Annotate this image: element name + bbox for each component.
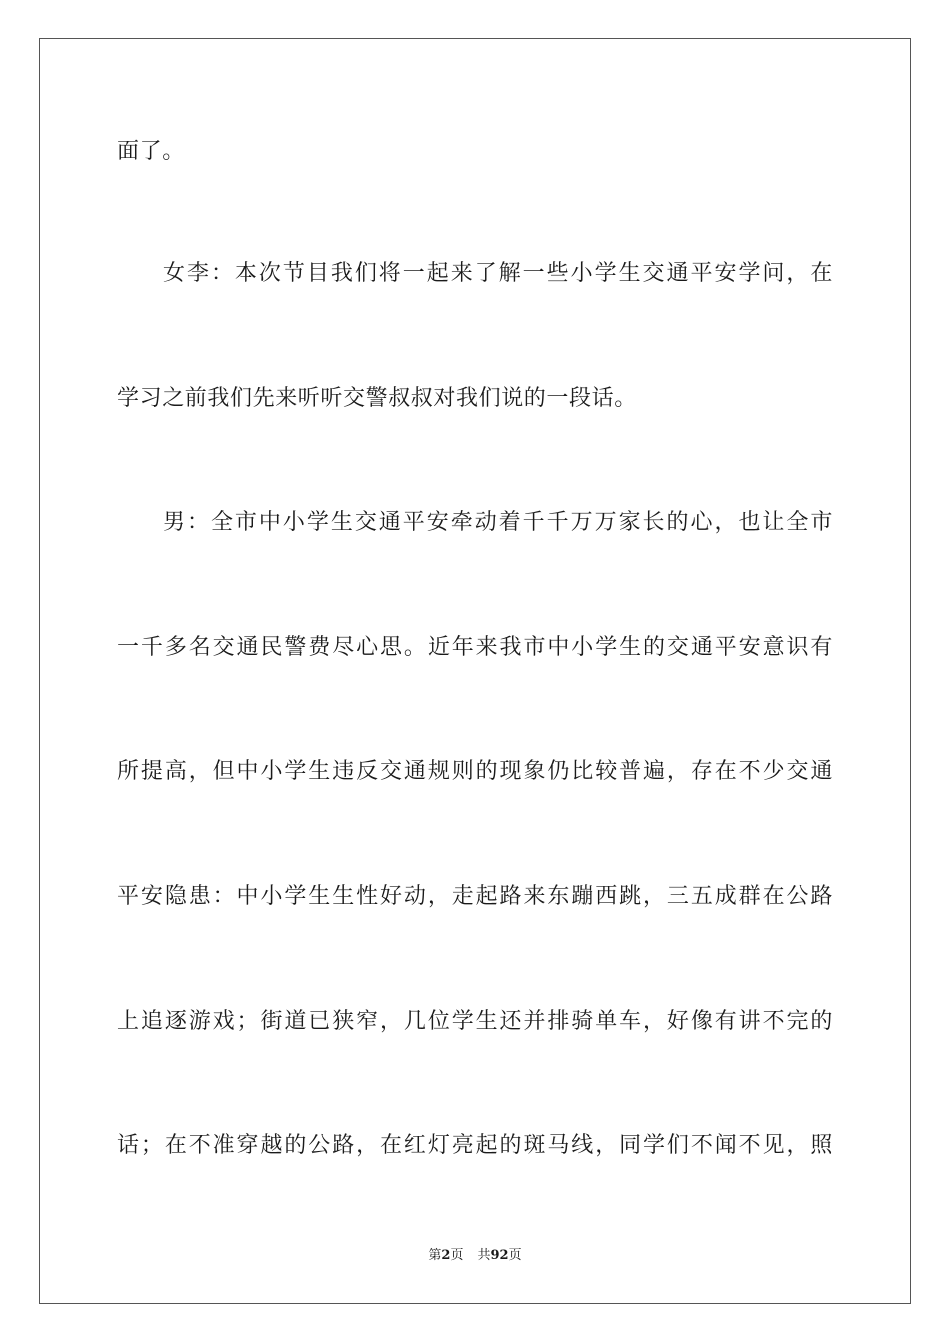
text-line-7: 平安隐患：中小学生生性好动，走起路来东蹦西跳，三五成群在公路 <box>117 884 833 909</box>
text-line-5: 一千多名交通民警费尽心思。近年来我市中小学生的交通平安意识有 <box>117 635 833 660</box>
text-line-3: 学习之前我们先来听听交警叔叔对我们说的一段话。 <box>117 386 637 411</box>
page-border <box>39 38 911 1304</box>
footer-page-number: 2 <box>441 1248 451 1263</box>
text-line-1: 面了。 <box>117 139 185 164</box>
footer-total-prefix: 共 <box>477 1248 491 1263</box>
text-line-2: 女李：本次节目我们将一起来了解一些小学生交通平安学问，在 <box>163 261 833 286</box>
text-line-6: 所提高，但中小学生违反交通规则的现象仍比较普遍，存在不少交通 <box>117 759 833 784</box>
text-line-8: 上追逐游戏；街道已狭窄，几位学生还并排骑单车，好像有讲不完的 <box>117 1009 833 1034</box>
page-footer <box>0 1247 950 1265</box>
text-line-9: 话；在不准穿越的公路，在红灯亮起的斑马线，同学们不闻不见，照 <box>117 1133 833 1158</box>
footer-page-prefix: 第 <box>428 1248 442 1263</box>
footer-page-suffix: 页 <box>450 1248 464 1263</box>
footer-total-pages: 92 <box>490 1248 509 1263</box>
text-line-4: 男：全市中小学生交通平安牵动着千千万万家长的心，也让全市 <box>163 510 833 535</box>
footer-total-suffix: 页 <box>508 1248 522 1263</box>
